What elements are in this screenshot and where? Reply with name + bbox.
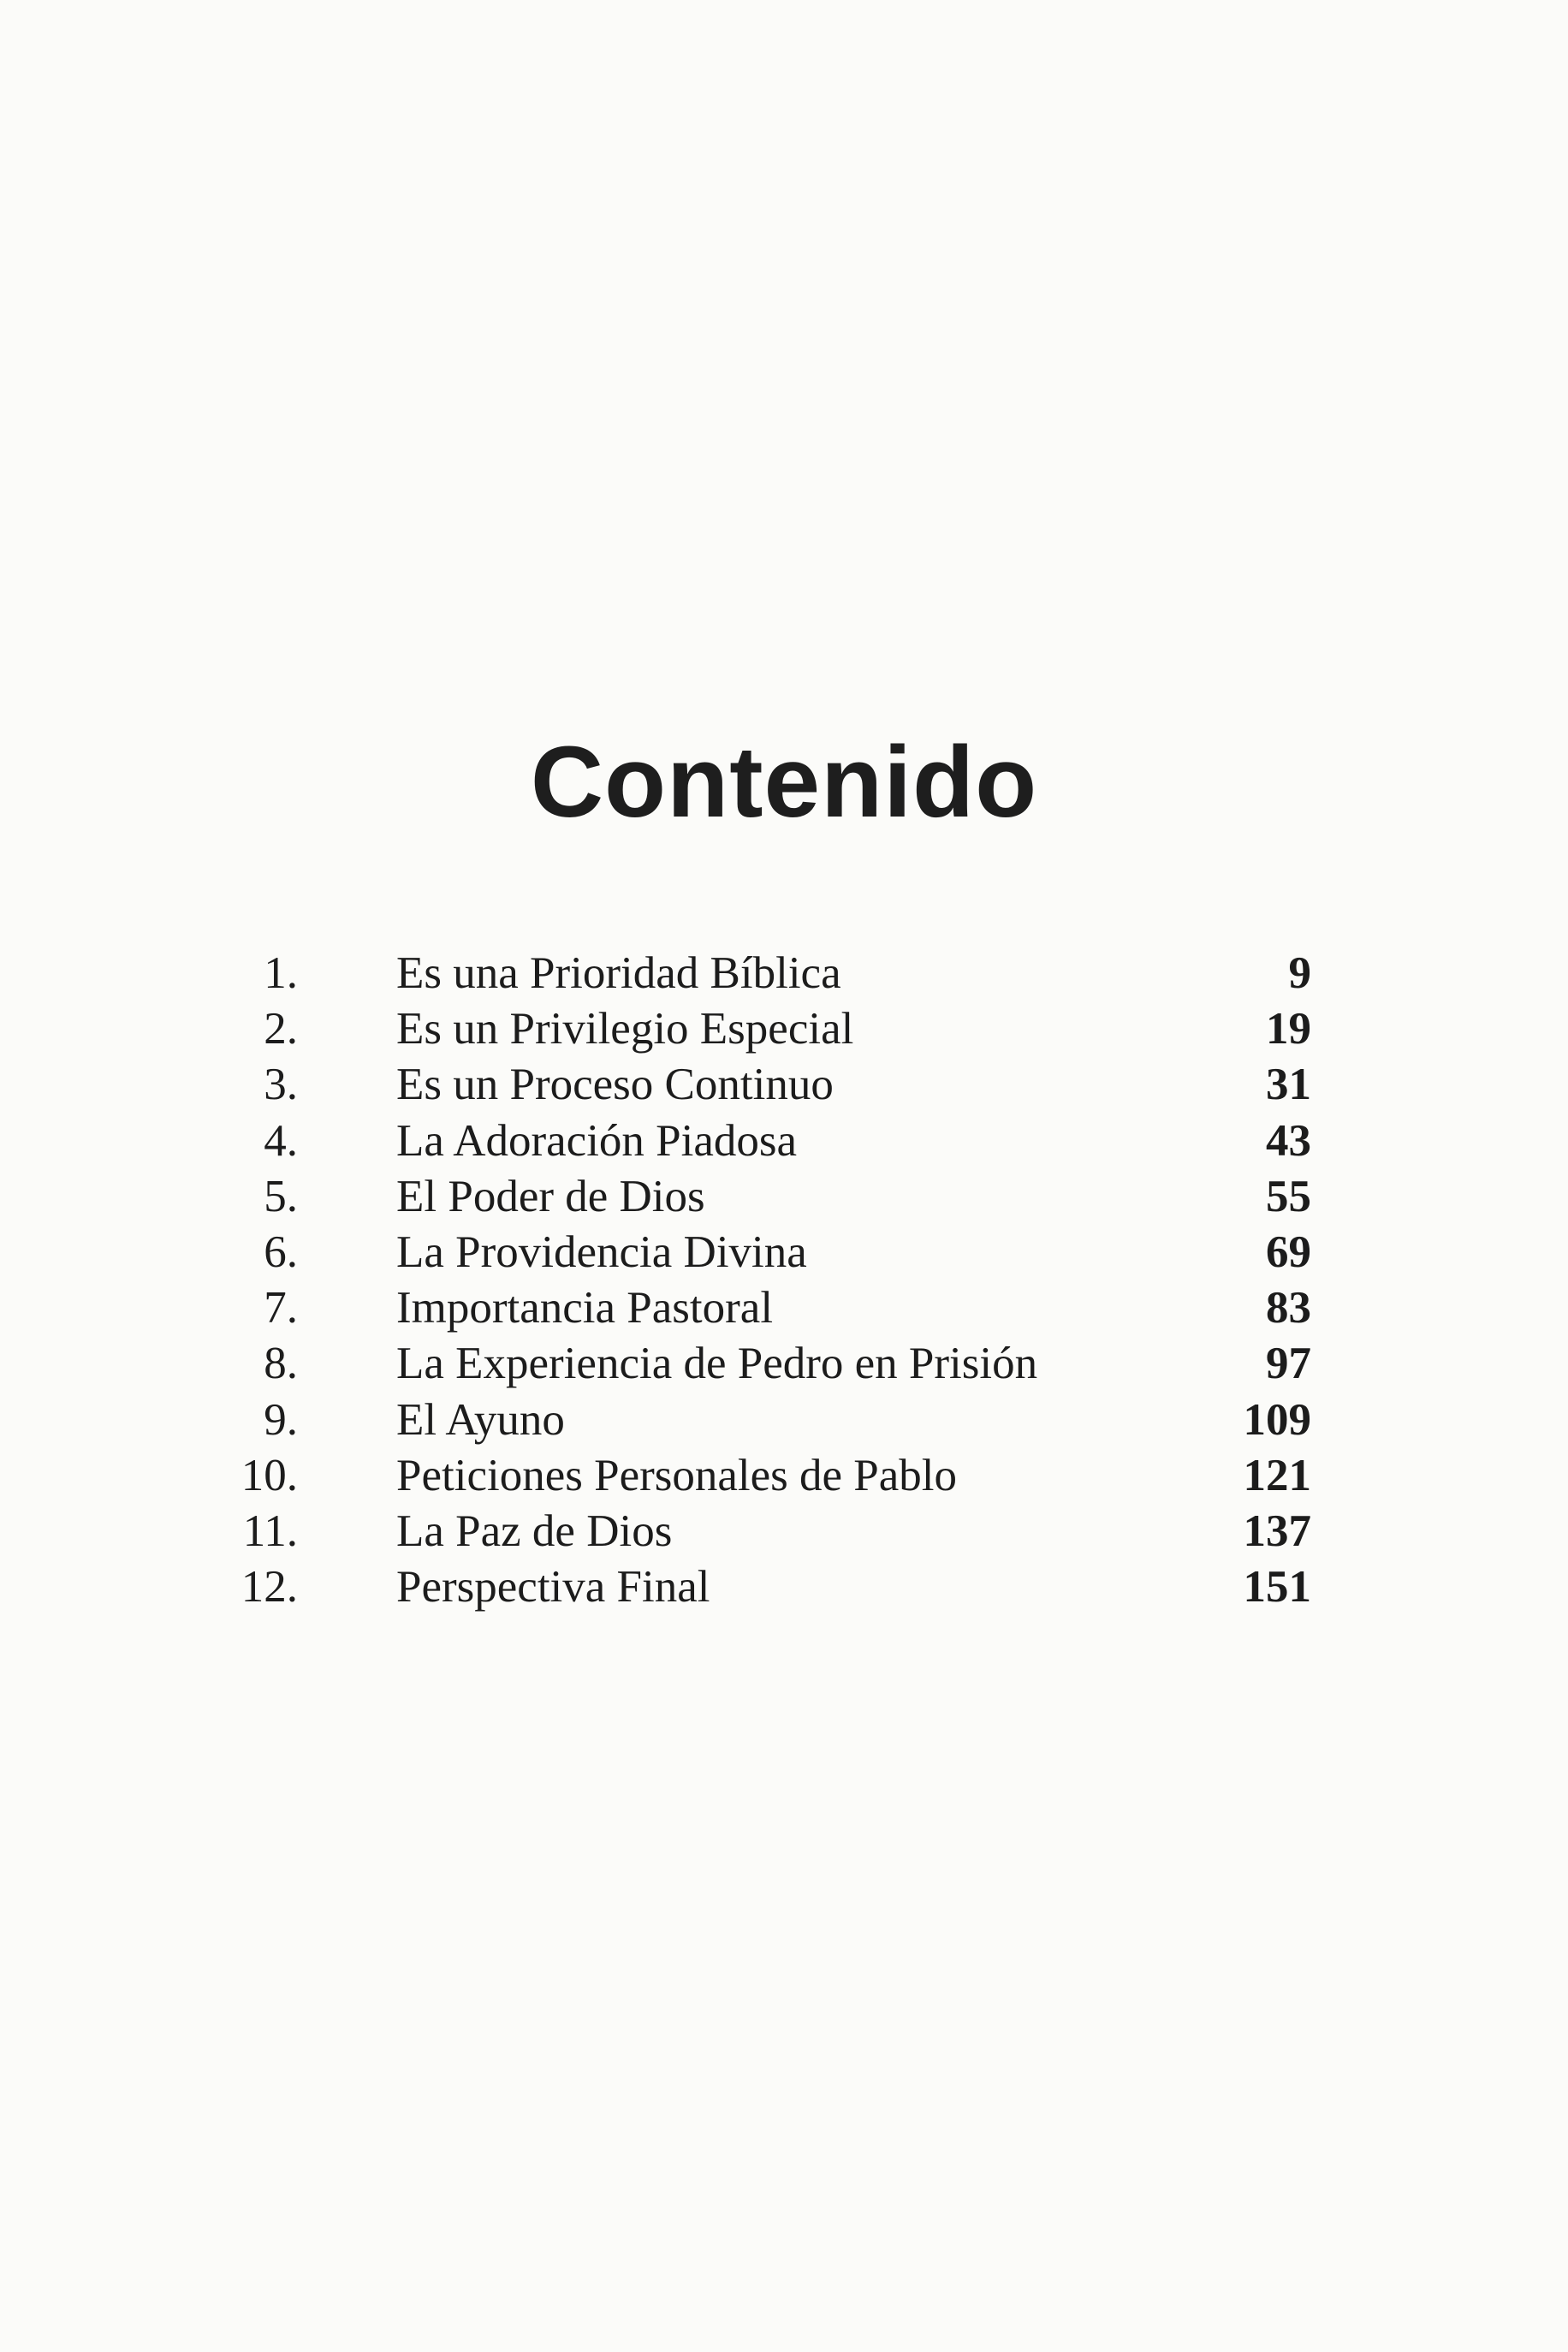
chapter-number: 6. bbox=[264, 1226, 298, 1277]
chapter-title: Importancia Pastoral bbox=[396, 1283, 774, 1333]
toc-entry bbox=[0, 1336, 1568, 1392]
chapter-number: 10. bbox=[241, 1450, 298, 1500]
toc-entry bbox=[0, 1448, 1568, 1504]
chapter-title: La Adoración Piadosa bbox=[396, 1115, 798, 1166]
chapter-title: El Ayuno bbox=[396, 1394, 565, 1445]
toc-entry bbox=[0, 1114, 1568, 1169]
table-of-contents bbox=[0, 946, 1568, 1615]
chapter-title: La Paz de Dios bbox=[396, 1506, 673, 1556]
page-number: 151 bbox=[1243, 1562, 1311, 1613]
chapter-number: 8. bbox=[264, 1339, 298, 1389]
page-title: Contenido bbox=[530, 726, 1038, 840]
chapter-number: 1. bbox=[264, 948, 298, 998]
toc-entry bbox=[0, 1393, 1568, 1448]
chapter-title: El Poder de Dios bbox=[396, 1171, 705, 1221]
page-number: 55 bbox=[1266, 1171, 1311, 1221]
page-number: 97 bbox=[1266, 1339, 1311, 1389]
toc-entry bbox=[0, 1504, 1568, 1559]
page-number: 31 bbox=[1266, 1060, 1311, 1110]
page-number: 83 bbox=[1266, 1283, 1311, 1333]
toc-entry bbox=[0, 1057, 1568, 1113]
chapter-number: 9. bbox=[264, 1394, 298, 1445]
toc-entry bbox=[0, 1225, 1568, 1280]
toc-entry bbox=[0, 1559, 1568, 1615]
page-number: 9 bbox=[1288, 948, 1311, 998]
chapter-title: Perspectiva Final bbox=[396, 1562, 710, 1613]
chapter-number: 4. bbox=[264, 1115, 298, 1166]
chapter-title: Es una Prioridad Bíblica bbox=[396, 948, 841, 998]
chapter-title: La Experiencia de Pedro en Prisión bbox=[396, 1339, 1038, 1389]
page-number: 109 bbox=[1243, 1394, 1311, 1445]
chapter-number: 5. bbox=[264, 1171, 298, 1221]
toc-entry bbox=[0, 1169, 1568, 1225]
chapter-number: 7. bbox=[264, 1283, 298, 1333]
toc-entry bbox=[0, 1001, 1568, 1057]
page-number: 121 bbox=[1243, 1450, 1311, 1500]
chapter-number: 11. bbox=[242, 1506, 298, 1556]
chapter-title: Peticiones Personales de Pablo bbox=[396, 1450, 958, 1500]
chapter-number: 12. bbox=[241, 1562, 298, 1613]
chapter-number: 3. bbox=[264, 1060, 298, 1110]
toc-entry bbox=[0, 1280, 1568, 1336]
toc-entry bbox=[0, 946, 1568, 1001]
page-number: 19 bbox=[1266, 1004, 1311, 1054]
chapter-title: Es un Privilegio Especial bbox=[396, 1004, 854, 1054]
page-number: 43 bbox=[1266, 1115, 1311, 1166]
chapter-title: Es un Proceso Continuo bbox=[396, 1060, 834, 1110]
chapter-title: La Providencia Divina bbox=[396, 1226, 807, 1277]
chapter-number: 2. bbox=[264, 1004, 298, 1054]
page-number: 69 bbox=[1266, 1226, 1311, 1277]
page-number: 137 bbox=[1243, 1506, 1311, 1556]
